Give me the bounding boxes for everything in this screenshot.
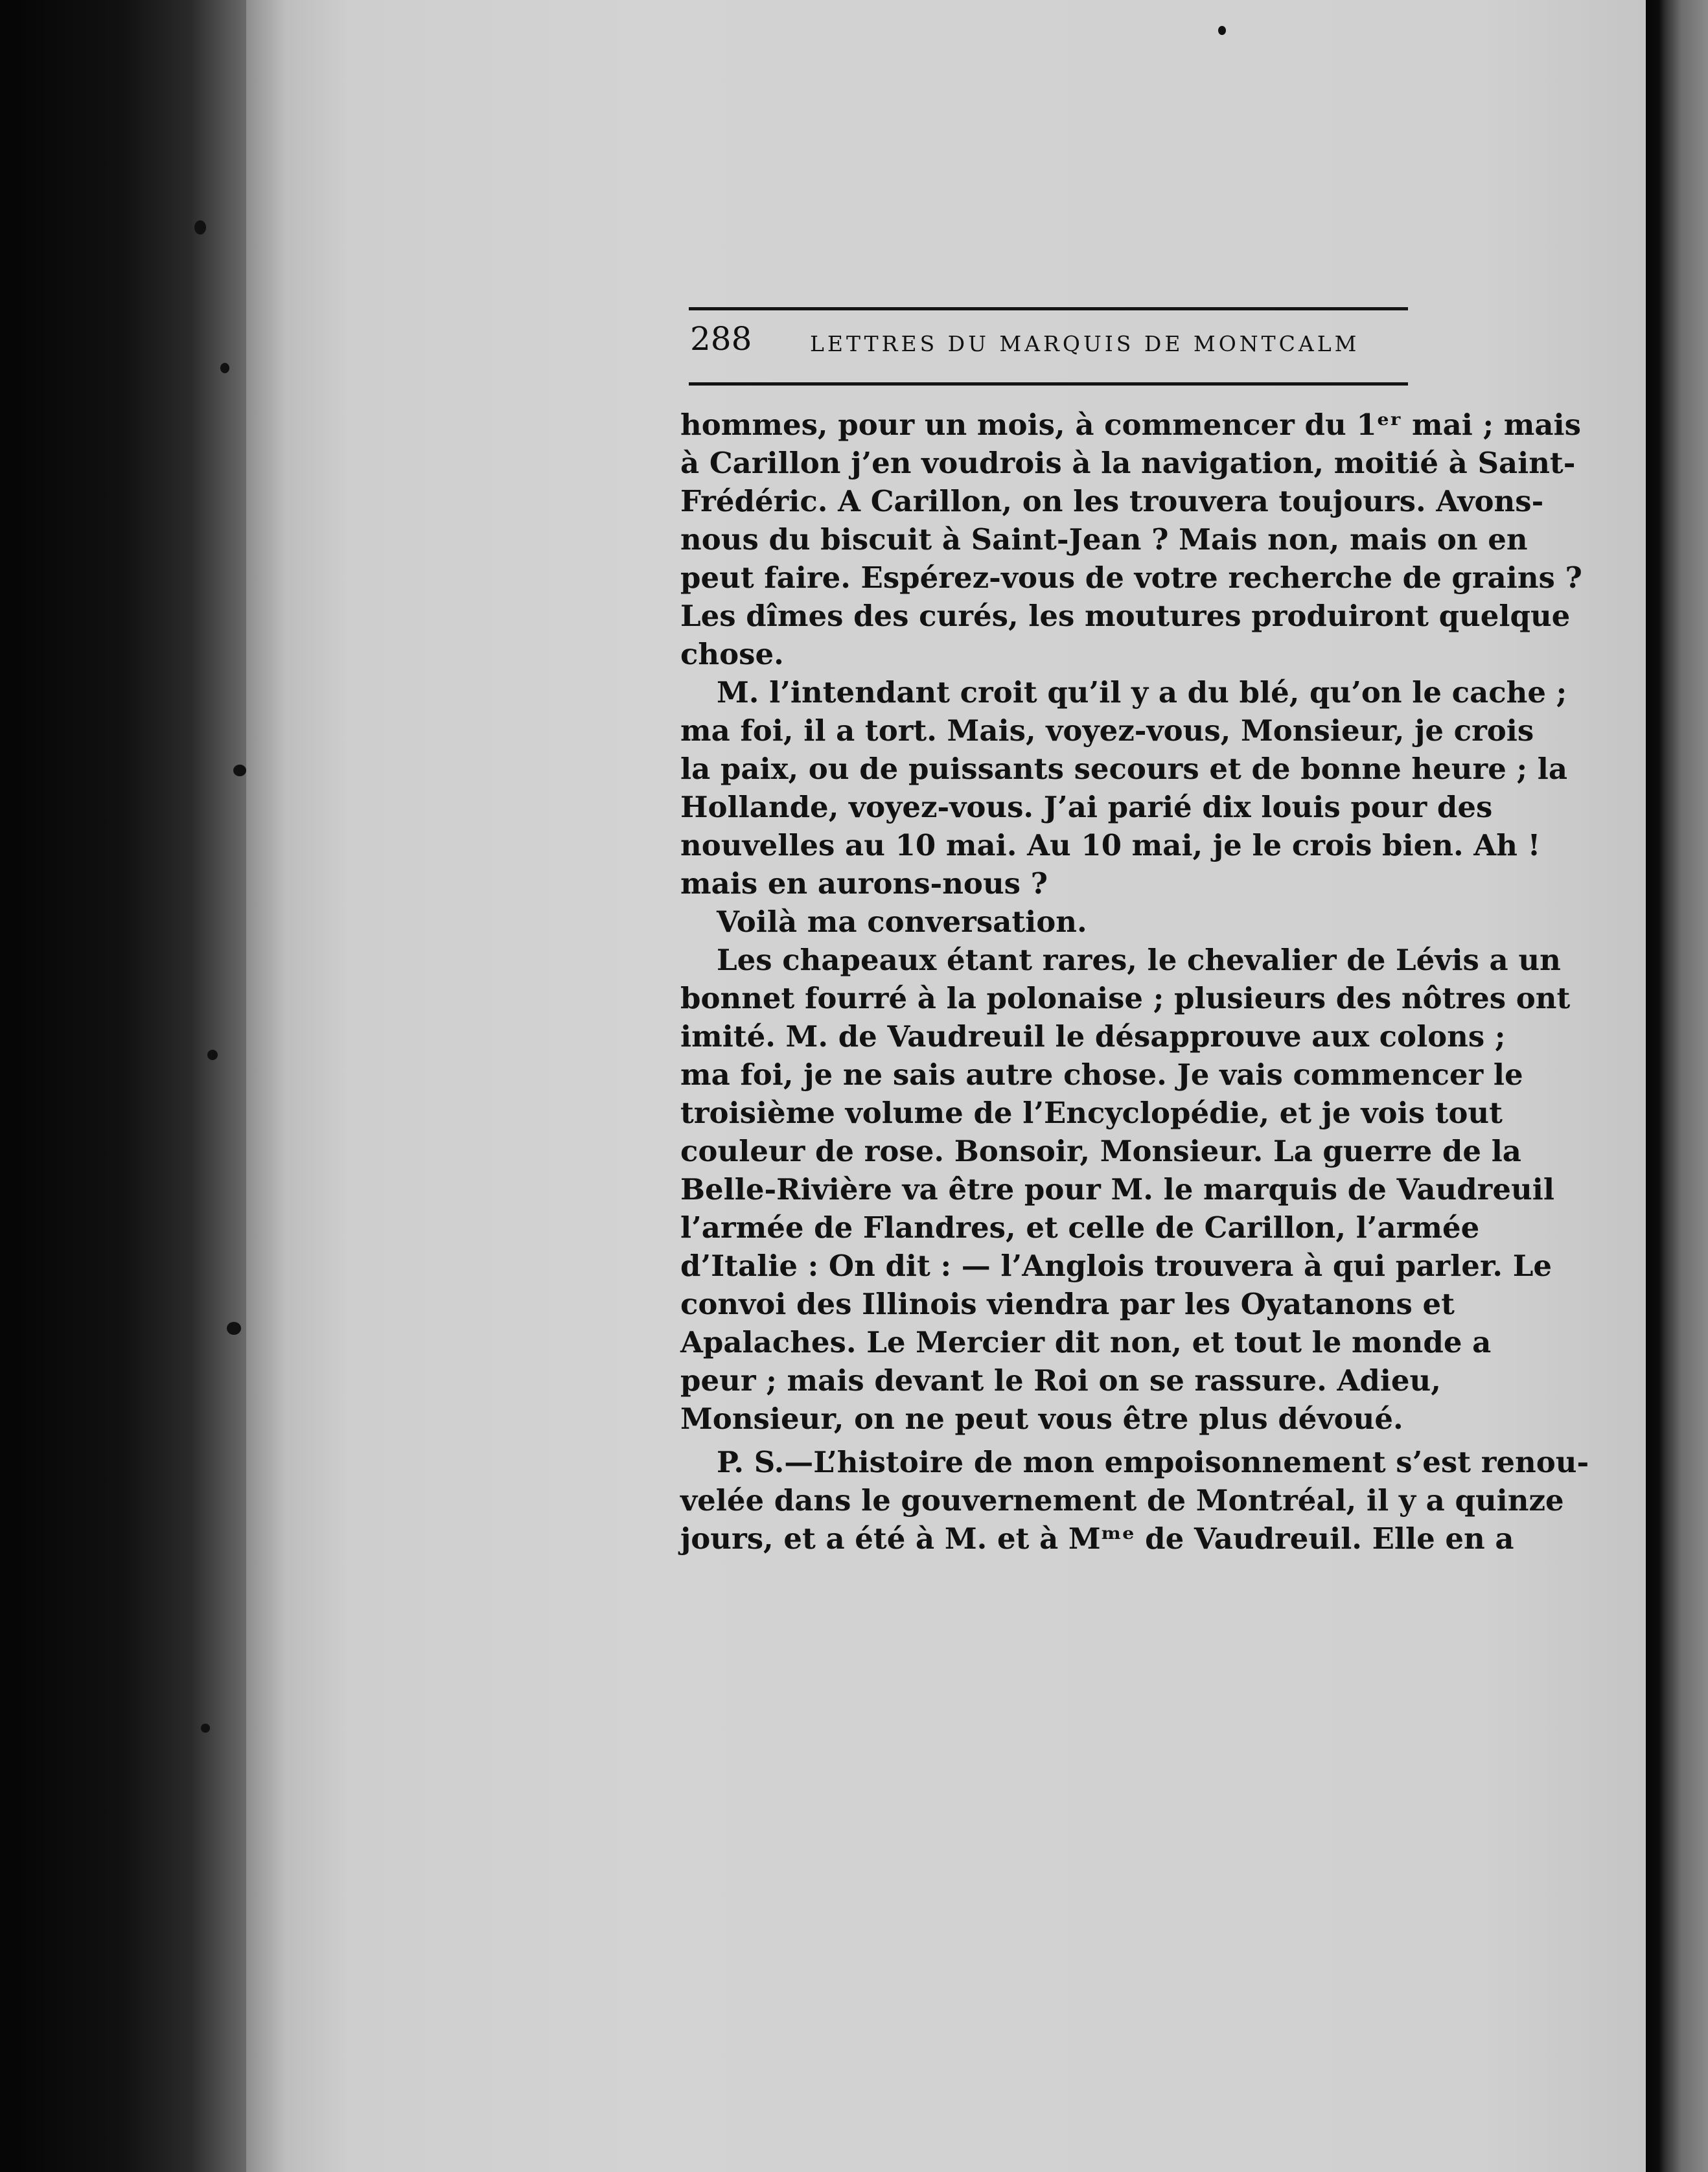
paragraph — [680, 903, 1400, 941]
text-line: nous du biscuit à Saint-Jean ? Mais non, mais on en — [680, 522, 1528, 557]
text-line: chose. — [680, 637, 784, 671]
text-line: Hollande, voyez-vous. J’ai parié dix louis pour des — [680, 790, 1493, 824]
text-line: Monsieur, on ne peut vous être plus dévoué. — [680, 1402, 1403, 1436]
text-line: l’armée de Flandres, et celle de Carillon, l’armée — [680, 1210, 1480, 1245]
text-line: Belle-Rivière va être pour M. le marquis de Vaudreuil — [680, 1172, 1554, 1207]
paragraph — [680, 673, 1568, 903]
binding-shadow — [0, 0, 272, 2172]
paragraph — [680, 1443, 1589, 1558]
text-line: nouvelles au 10 mai. Au 10 mai, je le crois bien. Ah ! — [680, 828, 1541, 862]
text-line: Voilà ma conversation. — [717, 905, 1087, 939]
text-line: Apalaches. Le Mercier dit non, et tout le monde a — [680, 1325, 1492, 1359]
text-line: velée dans le gouvernement de Montréal, il y a quinze — [680, 1483, 1564, 1518]
text-line: ma foi, il a tort. Mais, voyez-vous, Monsieur, je crois — [680, 713, 1534, 748]
text-line: mais en aurons-nous ? — [680, 866, 1048, 901]
text-line: hommes, pour un mois, à commencer du 1ᵉʳ mai ; mais — [680, 408, 1581, 442]
ink-speck — [1218, 26, 1226, 35]
header-rule-bottom — [689, 382, 1408, 386]
ink-speck — [220, 363, 229, 373]
ink-speck — [194, 220, 206, 235]
text-line: P. S.—L’histoire de mon empoisonnement s’est renou- — [717, 1445, 1589, 1479]
text-line: peut faire. Espérez-vous de votre recherche de grains ? — [680, 560, 1582, 595]
paragraph — [680, 941, 1571, 1438]
text-line: ma foi, je ne sais autre chose. Je vais commencer le — [680, 1057, 1523, 1092]
ink-speck — [227, 1322, 241, 1335]
text-line: peur ; mais devant le Roi on se rassure. Adieu, — [680, 1363, 1441, 1398]
header-rule-top — [689, 307, 1408, 310]
text-line: Frédéric. A Carillon, on les trouvera toujours. Avons- — [680, 484, 1544, 518]
text-line: M. l’intendant croit qu’il y a du blé, qu’on le cache ; — [717, 675, 1567, 710]
page-number: 288 — [690, 320, 752, 358]
running-title: LETTRES DU MARQUIS DE MONTCALM — [810, 331, 1360, 356]
paragraph — [680, 406, 1582, 673]
text-line: jours, et a été à M. et à Mᵐᵉ de Vaudreuil. Elle en a — [680, 1521, 1514, 1556]
text-line: convoi des Illinois viendra par les Oyatanons et — [680, 1287, 1455, 1321]
text-line: bonnet fourré à la polonaise ; plusieurs des nôtres ont — [680, 981, 1571, 1015]
ink-speck — [201, 1724, 210, 1733]
body-text — [680, 406, 1589, 1558]
ink-speck — [207, 1050, 218, 1060]
text-line: troisième volume de l’Encyclopédie, et je vois tout — [680, 1096, 1503, 1130]
ink-speck — [233, 765, 246, 776]
text-line: la paix, ou de puissants secours et de bonne heure ; la — [680, 752, 1568, 786]
text-line: couleur de rose. Bonsoir, Monsieur. La guerre de la — [680, 1134, 1521, 1168]
text-line: à Carillon j’en voudrois à la navigation, moitié à Saint- — [680, 446, 1576, 480]
text-line: d’Italie : On dit : — l’Anglois trouvera à qui parler. Le — [680, 1249, 1552, 1283]
text-line: Les chapeaux étant rares, le chevalier de Lévis a un — [717, 943, 1561, 977]
text-line: imité. M. de Vaudreuil le désapprouve aux colons ; — [680, 1019, 1506, 1054]
text-line: Les dîmes des curés, les moutures produiront quelque — [680, 599, 1571, 633]
adjacent-page-edge — [1646, 0, 1708, 2172]
